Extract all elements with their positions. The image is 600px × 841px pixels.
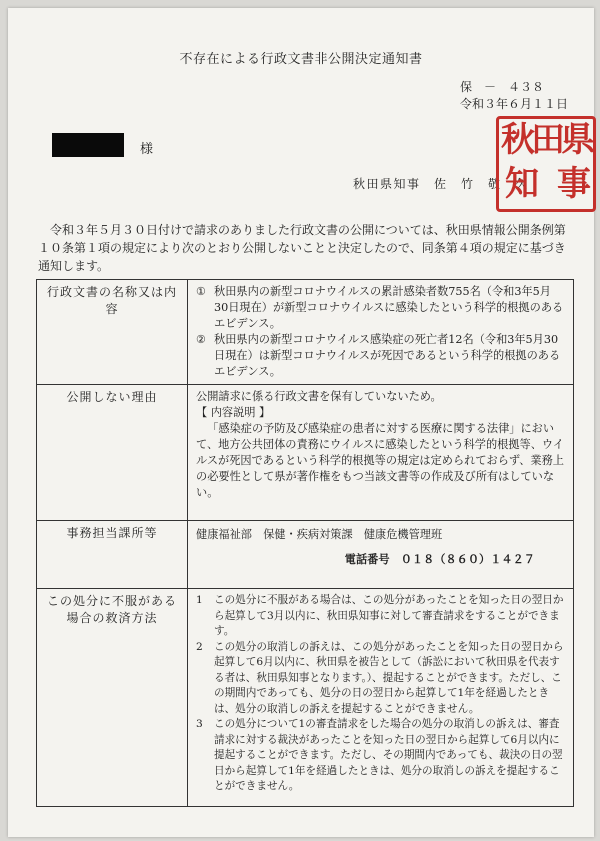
seal-char-2: 田 [531, 120, 565, 160]
row-label: 行政文書の名称又は内容 [37, 280, 188, 385]
department-name: 健康福祉部 保健・疾病対策課 健康危機管理班 [196, 528, 443, 541]
item-number: 1 [196, 594, 203, 606]
document-title: 不存在による行政文書非公開決定通知書 [179, 52, 423, 67]
row-content [188, 280, 574, 385]
item-text: この処分について1の審査請求をした場合の処分の取消しの訴えは、審査請求に対する裁決があったことを知った日の翌日から起算して6月以内に提起することができます。ただし、その期間内であっても、裁決の日の翌日から起算して1年を経過したときは、処分の取消しの訴えを提起することができません。 [214, 718, 563, 792]
row-content [188, 521, 574, 589]
list-item [196, 332, 565, 380]
list-item [196, 284, 565, 332]
row-label: 事務担当課所等 [37, 521, 188, 589]
decision-table [36, 279, 574, 807]
row-content [188, 589, 574, 807]
document-number: 保 － ４３８ [460, 80, 545, 94]
list-item [196, 593, 565, 640]
list-item [196, 717, 565, 795]
item-text: この処分に不服がある場合は、この処分があったことを知った日の翌日から起算して3月以内に、秋田県知事に対して審査請求をすることができます。 [214, 594, 564, 637]
table-row-reason [37, 385, 574, 521]
item-number: 3 [196, 718, 203, 730]
seal-char-4: 知 [505, 164, 539, 204]
sender-name: 秋田県知事 佐 竹 敬 久 [353, 177, 529, 191]
item-number: ① [196, 285, 207, 298]
row-content [188, 385, 574, 521]
row-label: 公開しない理由 [37, 385, 188, 521]
item-text: 秋田県内の新型コロナウイルスの累計感染者数755名（令和3年5月30日現在）が新型コロナウイルスに感染したという科学的根拠のあるエビデンス。 [214, 285, 564, 330]
item-text: 秋田県内の新型コロナウイルス感染症の死亡者12名（令和3年5月30日現在）は新型コロナウイルスが死因であるという科学的根拠のあるエビデンス。 [214, 333, 561, 378]
table-row-department [37, 521, 574, 589]
item-number: 2 [196, 640, 203, 653]
document-date: 令和３年６月１１日 [460, 97, 569, 111]
redacted-recipient-name [52, 133, 124, 157]
explanation-text: 「感染症の予防及び感染症の患者に対する医療に関する法律」において、地方公共団体の責務にウイルスに感染したという科学的根拠等、ウイルスが死因であるという科学的根拠等の規定は定められておらず、業務上の必要性として県が著作権をもつ当該文書等の作成及び所有はしていない。 [196, 422, 564, 499]
seal-char-1: 秋 [501, 120, 535, 160]
recipient-honorific: 様 [140, 142, 154, 157]
explanation-heading: 【 内容説明 】 [196, 406, 271, 419]
table-row-document-name [37, 280, 574, 385]
list-item [196, 640, 565, 718]
seal-char-3: 県 [561, 120, 595, 160]
row-label: この処分に不服がある場合の救済方法 [37, 589, 188, 807]
phone-number: 電話番号 ０１８（８６０）１４２７ [344, 552, 535, 566]
reason-text: 公開請求に係る行政文書を保有していないため。 [196, 390, 442, 403]
item-number: ② [196, 333, 207, 346]
notice-body: 令和３年５月３０日付けで請求のありました行政文書の公開については、秋田県情報公開条例第１０条第１項の規定により次のとおり公開しないことと決定したので、同条第４項の規定に基づき通知します。 [38, 223, 566, 273]
item-text: この処分の取消しの訴えは、この処分があったことを知った日の翌日から起算して6月以内に、秋田県を被告として（訴訟において秋田県を代表する者は、秋田県知事となります。）、提起することができます。ただし、この期間内であっても、処分の日の翌日から起算して1年を経過したときは、処分の取消しの訴えを提起することができません。 [214, 640, 564, 715]
document-page [8, 8, 594, 837]
table-row-remedy [37, 589, 574, 807]
seal-char-5: 事 [557, 164, 591, 204]
official-seal [496, 116, 596, 212]
